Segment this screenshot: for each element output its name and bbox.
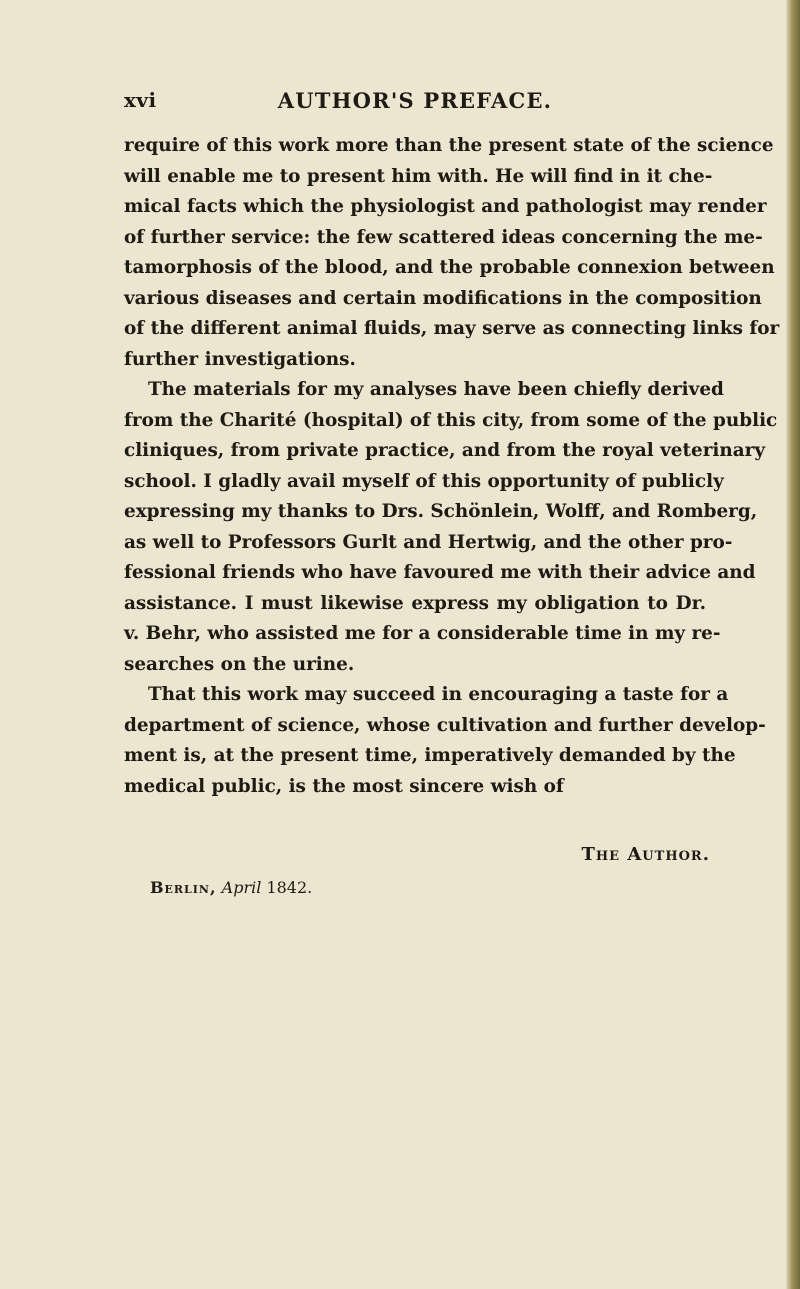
text-line: require of this work more than the present state of the science <box>124 135 774 156</box>
page-header <box>124 88 706 118</box>
text-line: searches on the urine. <box>124 653 355 675</box>
text-line: of further service: the few scattered ideas concerning the me- <box>124 226 763 248</box>
text-line: expressing my thanks to Drs. Schönlein, Wolff, and Romberg, <box>124 501 758 522</box>
text-line: of the different animal fluids, may serve as connecting links for <box>124 318 780 339</box>
running-head: AUTHOR'S PREFACE. <box>277 88 553 113</box>
text-line: assistance. I must likewise express my obligation to Dr. <box>124 592 706 614</box>
text-line: fessional friends who have favoured me with their advice and <box>124 562 756 583</box>
text-line: various diseases and certain modifications in the composition <box>124 287 762 309</box>
text-line: from the Charité (hospital) of this city, from some of the public <box>124 409 778 431</box>
text-line: That this work may succeed in encouraging a taste for a <box>148 684 729 705</box>
author-signature: The Author. <box>581 844 710 865</box>
dateline-place: Berlin, <box>150 878 217 897</box>
page-edge <box>786 0 800 1289</box>
text-line: tamorphosis of the blood, and the probable connexion between <box>124 257 775 278</box>
preface-body <box>124 131 780 802</box>
text-line: school. I gladly avail myself of this opportunity of publicly <box>124 470 724 492</box>
page-number: xvi <box>124 88 157 112</box>
text-line: department of science, whose cultivation and further develop- <box>124 714 766 736</box>
text-line: cliniques, from private practice, and from the royal veterinary <box>124 440 766 461</box>
text-line: The materials for my analyses have been chiefly derived <box>148 379 724 400</box>
text-line: will enable me to present him with. He will find in it che- <box>124 165 713 187</box>
text-line: mical facts which the physiologist and pathologist may render <box>124 196 767 217</box>
text-line: as well to Professors Gurlt and Hertwig, and the other pro- <box>124 531 733 553</box>
dateline <box>150 878 312 897</box>
text-line: ment is, at the present time, imperatively demanded by the <box>124 745 736 766</box>
text-line: medical public, is the most sincere wish of <box>124 775 564 797</box>
text-line: v. Behr, who assisted me for a considerable time in my re- <box>124 623 721 644</box>
text-line: further investigations. <box>124 348 356 370</box>
dateline-month: April <box>221 878 262 897</box>
dateline-year: 1842. <box>266 878 313 897</box>
